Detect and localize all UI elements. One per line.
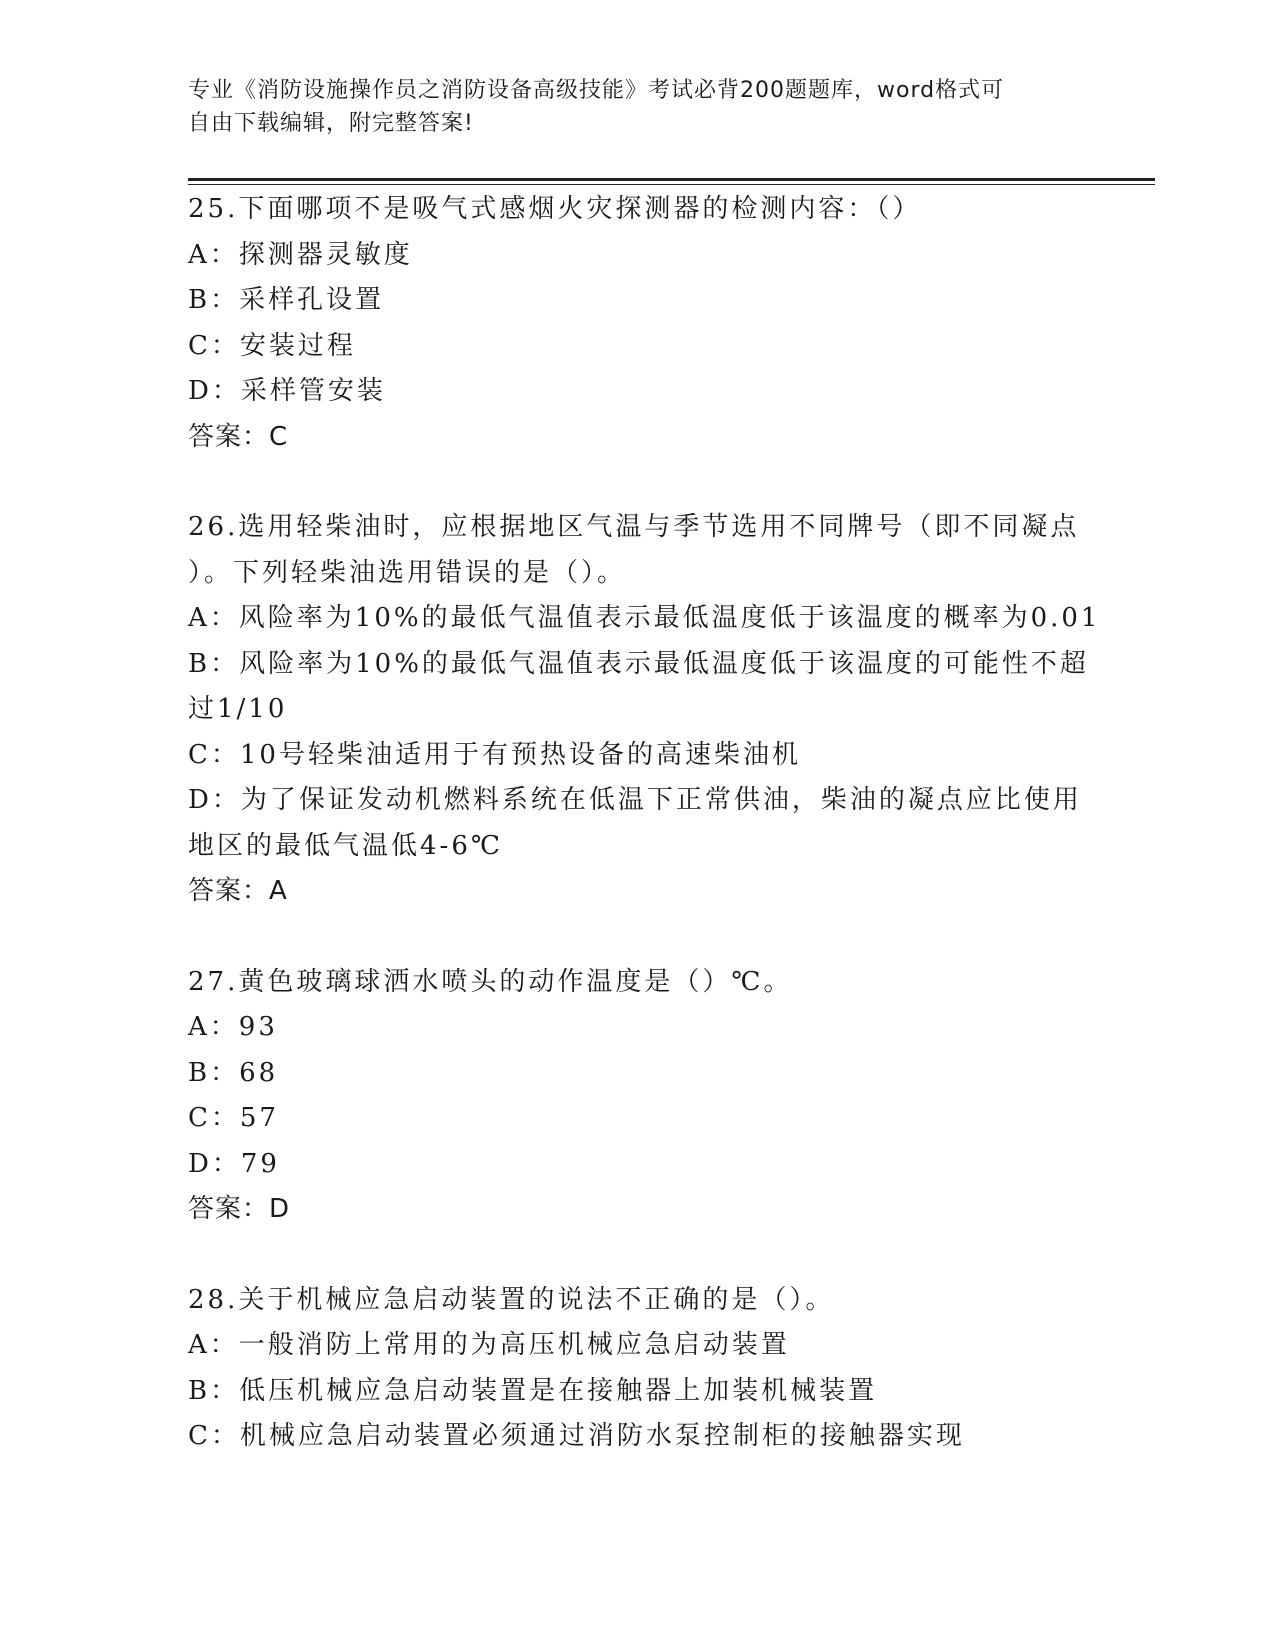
header-line-1: 专业《消防设施操作员之消防设备高级技能》考试必背200题题库，word格式可 (188, 78, 1005, 103)
option-line: B：风险率为10%的最低气温值表示最低温度低于该温度的可能性不超 (188, 648, 1089, 679)
answer-line: 答案：A (188, 876, 288, 906)
document-header (188, 74, 1068, 140)
option-line: 地区的最低气温低4-6℃ (188, 830, 503, 861)
option-line: D：采样管安装 (188, 376, 386, 406)
question-stem: 26.选用轻柴油时，应根据地区气温与季节选用不同牌号（即不同凝点 (188, 512, 1080, 542)
question-stem: 25.下面哪项不是吸气式感烟火灾探测器的检测内容：（） (188, 194, 922, 224)
option-line: A：一般消防上常用的为高压机械应急启动装置 (188, 1330, 790, 1360)
option-line: B：采样孔设置 (188, 285, 385, 315)
option-line: A：93 (188, 1012, 278, 1042)
question-block (188, 505, 1101, 915)
header-line-2: 自由下载编辑，附完整答案! (188, 111, 474, 136)
question-block (188, 960, 1088, 1233)
answer-line: 答案：D (188, 1194, 291, 1224)
option-line: D：为了保证发动机燃料系统在低温下正常供油，柴油的凝点应比使用 (188, 785, 1082, 815)
option-line: 过1/10 (188, 694, 288, 724)
question-block (188, 1278, 1088, 1460)
option-line: B：68 (188, 1057, 279, 1088)
question-stem: 27.黄色玻璃球洒水喷头的动作温度是（）℃。 (188, 966, 793, 997)
option-line: B：低压机械应急启动装置是在接触器上加装机械装置 (188, 1375, 878, 1406)
question-stem: ）。下列轻柴油选用错误的是（）。 (188, 557, 627, 588)
option-line: A：风险率为10%的最低气温值表示最低温度低于该温度的概率为0.01 (188, 603, 1101, 633)
question-block (188, 187, 1088, 460)
option-line: C：机械应急启动装置必须通过消防水泵控制柜的接触器实现 (188, 1421, 965, 1451)
option-line: A：探测器灵敏度 (188, 239, 413, 270)
option-line: C：安装过程 (188, 330, 356, 361)
question-stem: 28.关于机械应急启动装置的说法不正确的是（）。 (188, 1284, 835, 1315)
header-rule-thin (188, 184, 1155, 185)
answer-line: 答案：C (188, 421, 289, 452)
option-line: C：10号轻柴油适用于有预热设备的高速柴油机 (188, 739, 801, 770)
header-rule-thick (188, 178, 1155, 181)
question-list (188, 187, 1101, 1505)
option-line: C：57 (188, 1103, 279, 1133)
option-line: D：79 (188, 1148, 280, 1179)
